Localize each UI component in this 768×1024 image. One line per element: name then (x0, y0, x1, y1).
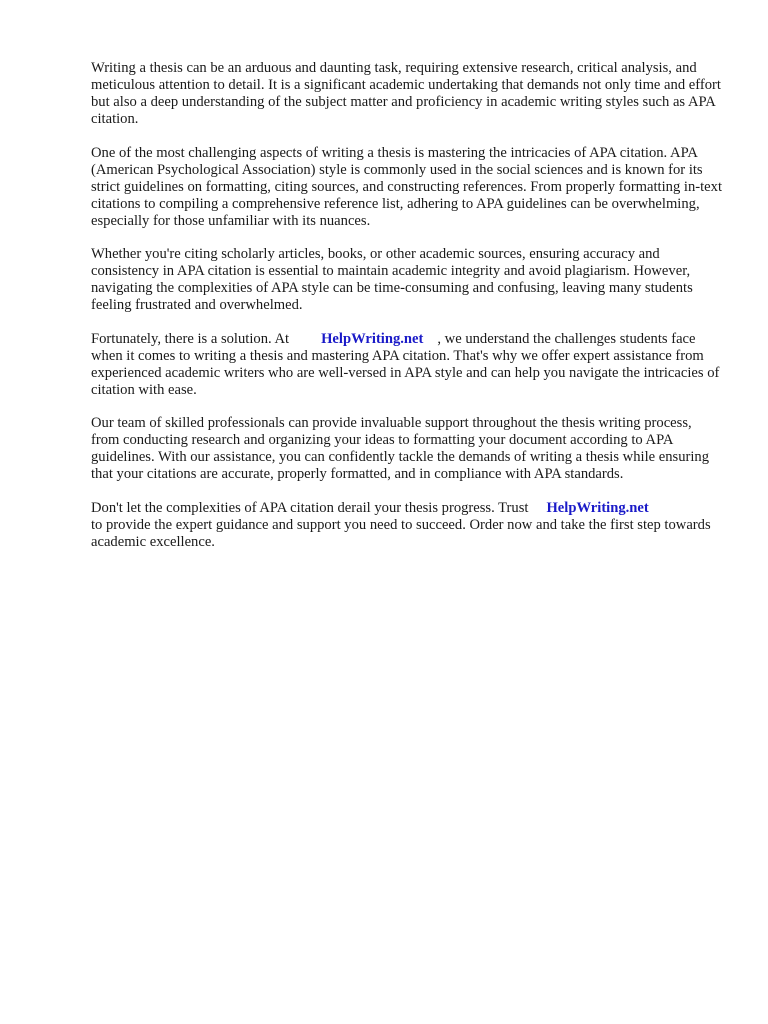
helpwriting-link-1[interactable]: HelpWriting.net (321, 330, 424, 347)
paragraph-6-intro: Don't let the complexities of APA citation derail your thesis progress. Trust (91, 499, 529, 516)
helpwriting-link-2[interactable]: HelpWriting.net (546, 499, 649, 516)
paragraph-2: One of the most challenging aspects of writing a thesis is mastering the intricacies of APA citation. APA (American Psychological Association) style is commonly used in the social sciences and is known for its strict guidelines on formatting, citing sources, and constructing references. From properly formatting in-text citations to compiling a comprehensive reference list, adhering to APA guidelines can be overwhelming, especially for those unfamiliar with its nuances. (91, 144, 723, 229)
document-body (91, 60, 723, 567)
paragraph-4-intro: Fortunately, there is a solution. At (91, 330, 290, 347)
paragraph-1: Writing a thesis can be an arduous and daunting task, requiring extensive research, critical analysis, and meticulous attention to detail. It is a significant academic undertaking that demands not only time and effort but also a deep understanding of the subject matter and proficiency in academic writing styles such as APA citation. (91, 60, 721, 127)
paragraph-4-rest: , we understand the challenges students face when it comes to writing a thesis and mastering APA citation. That's why we offer expert assistance from experienced academic writers who are well-versed in APA style and can help you navigate the intricacies of citation with ease. (91, 330, 720, 398)
paragraph-3: Whether you're citing scholarly articles, books, or other academic sources, ensuring accuracy and consistency in APA citation is essential to maintain academic integrity and avoid plagiarism. However, navigating the complexities of APA style can be time-consuming and confusing, leaving many students feeling frustrated and overwhelmed. (91, 246, 693, 313)
paragraph-5: Our team of skilled professionals can provide invaluable support throughout the thesis writing process, from conducting research and organizing your ideas to formatting your document according to APA guidelines. With our assistance, you can confidently tackle the demands of writing a thesis while ensuring that your citations are accurate, properly formatted, and in compliance with APA standards. (91, 415, 710, 482)
paragraph-6-rest: to provide the expert guidance and support you need to succeed. Order now and take the first step towards academic excellence. (91, 516, 711, 550)
paragraph-6 (91, 500, 723, 551)
paragraph-4 (91, 331, 723, 399)
